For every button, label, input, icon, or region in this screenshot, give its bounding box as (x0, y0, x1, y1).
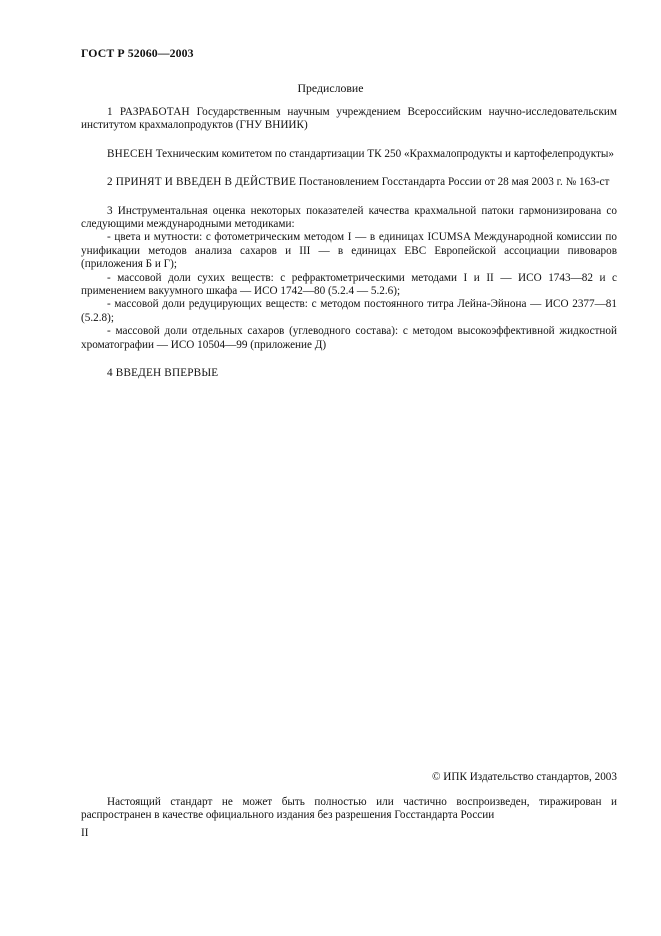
paragraph-adopted (81, 176, 617, 189)
introduced-by-text: Техническим комитетом по стандартизации ТК 250 «Крахмалопродукты и картофелепродукты» (152, 147, 615, 160)
list-item-color-turbidity: - цвета и мутности: с фотометрическим методом I — в единицах ICUMSA Международной комиссии по унификации методов анализа сахаров и III — в единицах EBC Европейской ассоциации пивоваров (приложения Б и Г); (81, 231, 617, 271)
reproduction-notice: Настоящий стандарт не может быть полностью или частично воспроизведен, тиражирован и распространен в качестве официального издания без разрешения Госстандарта России (81, 796, 617, 822)
preface-title: Предисловие (297, 81, 364, 95)
introduced-by-lead: ВНЕСЕН (107, 147, 153, 160)
paragraph-developed-by (81, 106, 617, 133)
preface-body (81, 106, 617, 381)
list-item-reducing-substances: - массовой доли редуцирующих веществ: с методом постоянного титра Лейна-Эйнона — ИСО 2377—81 (5.2.8); (81, 298, 617, 324)
developed-by-lead: 1 РАЗРАБОТАН (107, 106, 190, 118)
paragraph-harmonization: 3 Инструментальная оценка некоторых показателей качества крахмальной патоки гармонизирована со следующими международными методиками: (81, 204, 617, 231)
copyright-line: © ИПК Издательство стандартов, 2003 (431, 771, 617, 783)
page-number: II (81, 827, 89, 839)
list-item-sugars-composition: - массовой доли отдельных сахаров (углеводного состава): с методом высокоэффективной жидкостной хроматографии — ИСО 10504—99 (приложение Д) (81, 325, 617, 351)
paragraph-introduced-by (81, 148, 617, 161)
standard-code-header: ГОСТ Р 52060—2003 (81, 46, 194, 60)
list-item-dry-matter: - массовой доли сухих веществ: с рефрактометрическими методами I и II — ИСО 1743—82 и с применением вакуумного шкафа — ИСО 1742—80 (5.2.4 — 5.2.6); (81, 271, 617, 298)
adopted-lead: 2 ПРИНЯТ И ВВЕДЕН В ДЕЙСТВИЕ (107, 176, 296, 189)
adopted-text: Постановлением Госстандарта России от 28 мая 2003 г. № 163-ст (296, 176, 610, 189)
paragraph-first-introduced: 4 ВВЕДЕН ВПЕРВЫЕ (107, 367, 219, 380)
developed-by-text: Государственным научным учреждением Всероссийским научно-исследовательским институтом крахмалопродуктов (ГНУ ВНИИК) (81, 106, 617, 132)
